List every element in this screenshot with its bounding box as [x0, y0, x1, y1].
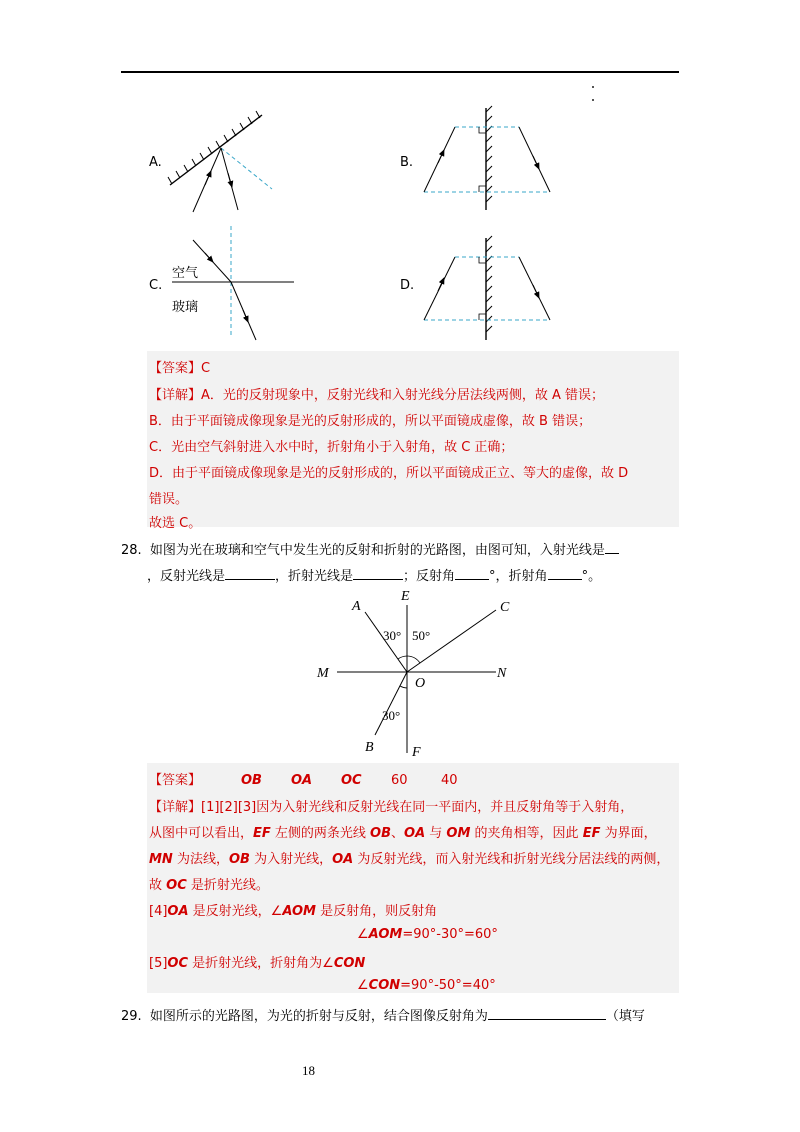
answer-28-values	[149, 769, 491, 788]
option-c-label: C.	[149, 278, 163, 293]
blank-refracted[interactable]	[353, 567, 403, 580]
question-number: 28.	[121, 543, 142, 558]
option-a-diagram	[168, 111, 272, 212]
option-a-label: A.	[149, 155, 162, 170]
label-E: E	[401, 589, 410, 604]
options-figures	[0, 0, 800, 350]
blank-refract-angle[interactable]	[548, 567, 582, 580]
answer-27-line: 故选 C。	[149, 516, 202, 531]
answer-27-line: 【详解】A．光的反射现象中，反射光线和入射光线分居法线两侧，故 A 错误；	[149, 388, 605, 403]
label-C: C	[500, 600, 510, 615]
answer-27-tag: 【答案】C	[149, 361, 211, 376]
answer-27-line: B．由于平面镜成像现象是光的反射形成的，所以平面镜成虚像，故 B 错误；	[149, 414, 592, 429]
answer-27-line: 错误。	[149, 492, 189, 507]
label-N: N	[497, 666, 507, 681]
detail-line-2: 从图中可以看出，EF 左侧的两条光线 OB、OA 与 OM 的夹角相等，因此 EF 为界面，	[149, 826, 657, 841]
blank-reflect-angle[interactable]	[455, 567, 489, 580]
blank-incident[interactable]	[605, 541, 619, 554]
detail-line-1: 【详解】[1][2][3]因为入射光线和反射光线在同一平面内，并且反射角等于入射角，	[149, 800, 634, 815]
label-A: A	[352, 599, 361, 614]
blank-29[interactable]	[488, 1007, 606, 1020]
question-number: 29.	[121, 1009, 142, 1024]
equation-1: ∠AOM=90°-30°=60°	[357, 927, 498, 942]
answer-value: OA	[291, 773, 313, 788]
label-O: O	[415, 676, 426, 691]
option-b-diagram	[424, 106, 550, 210]
detail-line-6: [5]OC 是折射光线，折射角为∠CON	[149, 956, 366, 971]
label-B: B	[365, 740, 374, 755]
option-c-air-label: 空气	[172, 266, 199, 281]
label-F: F	[412, 745, 421, 760]
option-d-diagram	[424, 236, 550, 340]
page-number: 18	[302, 1063, 315, 1078]
equation-2: ∠CON=90°-50°=40°	[357, 978, 496, 993]
question-28-line1: 28. 如图为光在玻璃和空气中发生光的反射和折射的光路图，由图可知，入射光线是	[121, 539, 619, 558]
label-M: M	[317, 666, 329, 681]
option-b-label: B.	[400, 155, 414, 170]
answer-27-line: D．由于平面镜成像现象是光的反射形成的，所以平面镜成正立、等大的虚像，故 D	[149, 466, 629, 481]
blank-reflected[interactable]	[225, 567, 275, 580]
answer-value: 40	[441, 773, 458, 788]
question-28-line2: ，反射光线是 ，折射光线是 ；反射角 °，折射角 °。	[147, 569, 602, 584]
answer-value: 60	[391, 773, 408, 788]
detail-line-3: MN 为法线，OB 为入射光线，OA 为反射光线，而入射光线和折射光线分居法线的两侧，	[149, 852, 670, 867]
detail-line-4: 故 OC 是折射光线。	[149, 878, 269, 893]
angle-EOC: 50°	[412, 628, 431, 643]
angle-BOF: 30°	[382, 708, 401, 723]
option-c-diagram	[172, 226, 294, 340]
q28-figure	[300, 585, 530, 760]
answer-value: OB	[241, 773, 262, 788]
angle-AOE: 30°	[383, 628, 402, 643]
option-d-label: D.	[400, 278, 415, 293]
question-29: 29. 如图所示的光路图，为光的折射与反射，结合图像反射角为 （填写	[121, 1009, 645, 1024]
answer-value: OC	[341, 773, 362, 788]
answer-28-tag: 【答案】	[149, 773, 202, 788]
option-c-glass-label: 玻璃	[172, 300, 199, 315]
detail-line-5: [4]OA 是反射光线，∠AOM 是反射角，则反射角	[149, 904, 438, 919]
answer-27-line: C．光由空气斜射进入水中时，折射角小于入射角，故 C 正确；	[149, 440, 514, 455]
